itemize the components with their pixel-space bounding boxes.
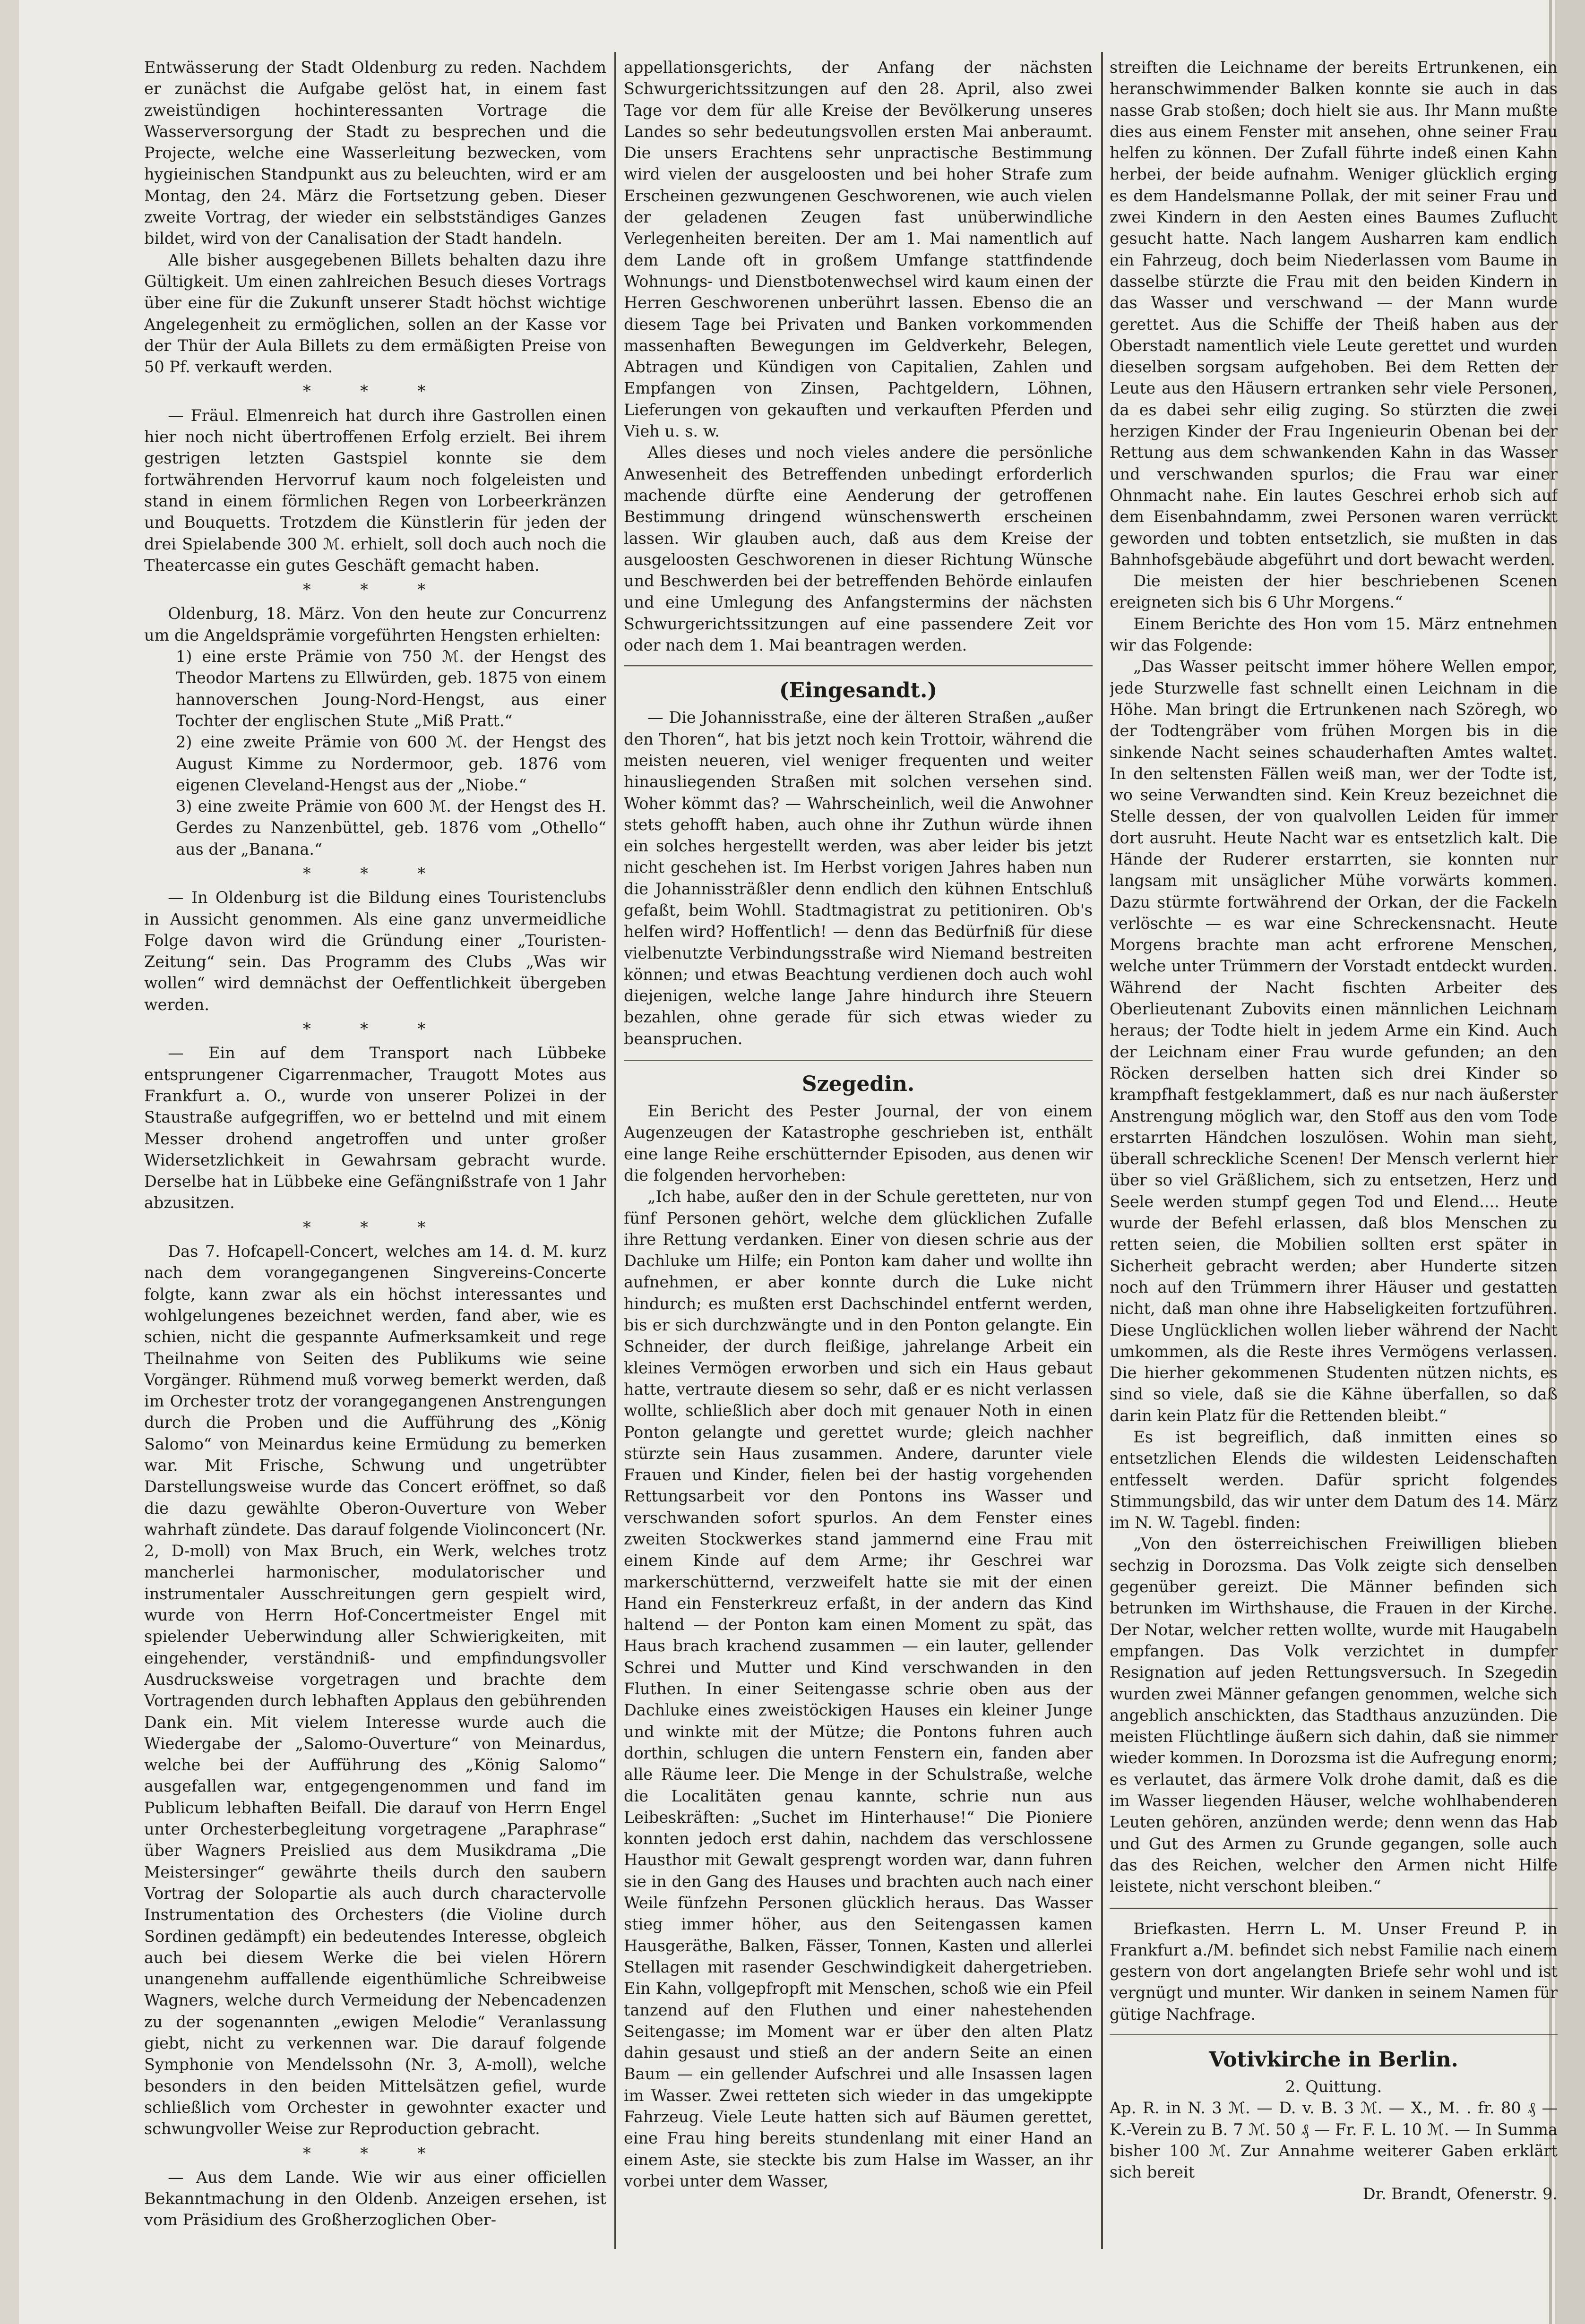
- article-text: — Die Johannisstraße, eine der älteren Straßen „außer den Thoren“, hat bis jetzt noch kein Trottoir, während die meisten neueren, viel weniger frequenten und weiter hinausliegenden Straßen mit solchen versehen sind. Woher kömmt das? — Wahrscheinlich, weil die Anwohner stets gehofft haben, auch ohne ihr Zuthun würde ihnen ein solches hergestellt werden, was aber leider bis jetzt nicht geschehen ist. Im Herbst vorigen Jahres haben nun die Johannissträßler denn endlich den kühnen Entschluß gefaßt, beim Wohll. Stadtmagistrat zu petitioniren. Ob's helfen wird? Hoffentlich! — denn das Bedürfniß für diese vielbenutzte Verbindungsstraße wird Niemand bestreiten können; und etwas Beachtung verdienen doch auch wohl diejenigen, welche lange Jahre hindurch ihre Steuern bezahlen, ohne gerade für sich etwas wieder zu beanspruchen.: [624, 708, 1093, 1048]
- separator-stars: * * *: [302, 1020, 448, 1038]
- separator-stars: * * *: [302, 864, 448, 883]
- separator-stars: * * *: [302, 1218, 448, 1236]
- section-divider: [1110, 1907, 1558, 1909]
- column-rule-1: [614, 52, 616, 2249]
- column-rule-2: [1101, 52, 1103, 2249]
- article-text: Ein Bericht des Pester Journal, der von einem Augenzeugen der Katastrophe geschrieben ist, enthält eine lange Reihe erschütternder Episoden, aus denen wir die folgenden hervorheben:: [624, 1102, 1093, 1184]
- column-2: [624, 57, 1093, 2296]
- section-divider: [624, 665, 1093, 667]
- article-text: Einem Berichte des Hon vom 15. März entnehmen wir das Folgende:: [1110, 614, 1558, 655]
- section-heading: Votivkirche in Berlin.: [1209, 2048, 1458, 2072]
- list-item: 3) eine zweite Prämie von 600 ℳ. der Hengst des H. Gerdes zu Nanzenbüttel, geb. 1876 vom „Othello“ aus der „Banana.“: [176, 797, 606, 858]
- receipt-number: 2. Quittung.: [1285, 2077, 1382, 2096]
- article-text: Oldenburg, 18. März. Von den heute zur Concurrenz um die Angeldsprämie vorgeführten Hengsten erhielten:: [144, 604, 606, 644]
- separator-stars: * * *: [302, 382, 448, 401]
- list-item: 2) eine zweite Prämie von 600 ℳ. der Hengst des August Kimme zu Nordermoor, geb. 1876 vom eigenen Cleveland-Hengst aus der „Niobe.“: [176, 733, 606, 794]
- article-text: „Von den österreichischen Freiwilligen blieben sechzig in Dorozsma. Das Volk zeigte sich denselben gegenüber gereizt. Die Männer befinden sich betrunken im Wirthshause, die Frauen in der Kirche. Der Notar, welcher retten wollte, wurde mit Haugabeln empfangen. Das Volk verzichtet in dumpfer Resignation auf jeden Rettungsversuch. In Szegedin wurden zwei Männer gefangen genommen, welche sich angeblich anschickten, das Stadthaus anzuzünden. Die meisten Flüchtlinge äußern sich dahin, daß sie nimmer wieder kommen. In Dorozsma ist die Aufregung enorm; es verlautet, das ärmere Volk drohe damit, daß es die im Wasser liegenden Häuser, welche wohlhabenderen Leuten gehören, anzünden werde; denn wenn das Hab und Gut des Armen zu Grunde gegangen, solle auch das des Reichen, welcher den Armen nicht Hilfe leistete, nicht verschont bleiben.“: [1110, 1535, 1558, 1896]
- separator-stars: * * *: [302, 2144, 448, 2162]
- article-text: — Fräul. Elmenreich hat durch ihre Gastrollen einen hier noch nicht übertroffenen Erfolg erzielt. Bei ihrem gestrigen letzten Gastspiel konnte sie dem fortwährenden Hervorruf kaum noch folgeleisten und stand in einem förmlichen Regen von Lorbeerkränzen und Bouquetts. Trotzdem die Künstlerin für jeden der drei Spielabende 300 ℳ. erhielt, soll doch auch noch die Theatercasse ein gutes Geschäft gemacht haben.: [144, 406, 606, 575]
- article-text: Alle bisher ausgegebenen Billets behalten dazu ihre Gültigkeit. Um einen zahlreichen Besuch dieses Vortrags über eine für die Zukunft unserer Stadt höchst wichtige Angelegenheit zu ermöglichen, sollen an der Kasse vor der Thür der Aula Billets zu dem ermäßigten Preise von 50 Pf. verkauft werden.: [144, 250, 606, 377]
- list-item: 1) eine erste Prämie von 750 ℳ. der Hengst des Theodor Martens zu Ellwürden, geb. 1875 von einem hannoverschen Joung-Nord-Hengst, aus einer Tochter der englischen Stute „Miß Pratt.“: [176, 647, 606, 730]
- article-text: „Das Wasser peitscht immer höhere Wellen empor, jede Sturzwelle fast schnellt einen Leichnam in die Höhe. Man bringt die Ertrunkenen nach Szöregh, wo der Todtengräber vom frühen Morgen bis in die sinkende Nacht seines schauderhaften Amtes waltet. In den seltensten Fällen weiß man, wer der Todte ist, wo seine Verwandten sind. Kein Kreuz bezeichnet die Stelle dessen, der von qualvollen Leiden für immer dort ausruht. Heute Nacht war es entsetzlich kalt. Die Hände der Ruderer erstarrten, sie konnten nur langsam mit unsäglicher Mühe vorwärts kommen. Dazu stürmte fortwährend der Orkan, der die Fackeln verlöschte — es war eine Schreckensnacht. Heute Morgens brachte man acht erfrorene Menschen, welche unter Trümmern der Vorstadt entdeckt wurden. Während der Nacht fischten Arbeiter des Oberlieutenant Zubovits einen männlichen Leichnam heraus; der Todte hielt in jedem Arme ein Kind. Auch der Leichnam einer Frau wurde gefunden; an den Röcken derselben hatten sich drei Kinder so krampfhaft festgeklammert, daß es nur nach äußerster Anstrengung möglich war, den Stoff aus den vom Tode erstarrten Händchen loszulösen. Wohin man sieht, überall schreckliche Scenen! Der Mensch verlernt hier über so viel Gräßlichem, sich zu entsetzen, Herz und Seele werden stumpf gegen Tod und Elend.... Heute wurde der Befehl erlassen, daß blos Menschen zu retten seien, die Mobilien sollten erst später in Sicherheit gebracht werden; aber Hunderte sitzen noch auf den Trümmern ihrer Häuser und gestatten nicht, daß man ohne ihre Habseligkeiten fortzuführen. Diese Unglücklichen wollen lieber während der Nacht umkommen, als die Reste ihres Vermögens verlassen. Die hierher gekommenen Studenten nützen nichts, es sind so viele, daß sie die Kähne überfallen, so daß darin kein Platz für die Rettenden bleibt.“: [1110, 657, 1558, 1425]
- letterbox-text: Briefkasten. Herrn L. M. Unser Freund P. in Frankfurt a./M. befindet sich nebst Familie nach einem gestern von dort angelangten Briefe sehr wohl und ist vergnügt und munter. Wir danken in seinem Namen für gütige Nachfrage.: [1110, 1919, 1558, 2024]
- article-text: Das 7. Hofcapell-Concert, welches am 14. d. M. kurz nach dem vorangegangenen Singvereins-Concerte folgte, kann zwar als ein höchst interessantes und wohlgelungenes bezeichnet werden, fand aber, wie es schien, nicht die gespannte Aufmerksamkeit und rege Theilnahme von Seiten des Publikums wie seine Vorgänger. Rühmend muß vorweg bemerkt werden, daß im Orchester trotz der vorangegangenen Anstrengungen durch die Proben und die Aufführung des „König Salomo“ von Meinardus keine Ermüdung zu bemerken war. Mit Frische, Schwung und ungetrübter Darstellungsweise wurde das Concert eröffnet, so daß die dazu gewählte Oberon-Ouverture von Weber wahrhaft zündete. Das darauf folgende Violinconcert (Nr. 2, D-moll) von Max Bruch, ein Werk, welches trotz mancherlei harmonischer, modulatorischer und instrumentaler Ausschreitungen gern gespielt wird, wurde von Herrn Hof-Concertmeister Engel mit spielender Ueberwindung aller Schwierigkeiten, mit eingehender, verständniß- und empfindungsvoller Ausdrucksweise vorgetragen und brachte dem Vortragenden durch lebhaften Applaus den gebührenden Dank ein. Mit vielem Interesse wurde auch die Wiedergabe der „Salomo-Ouverture“ von Meinardus, welche bei der Aufführung des „König Salomo“ ausgefallen war, entgegengenommen und fand im Publicum lebhaften Beifall. Die darauf von Herrn Engel unter Orchesterbegleitung vorgetragene „Paraphrase“ über Wagners Preislied aus dem Musikdrama „Die Meistersinger“ gewährte theils durch den saubern Vortrag der Solopartie als auch durch charactervolle Instrumentation des Orchesters (die Violine durch Sordinen gedämpft) ein bedeutendes Interesse, obgleich auch bei diesem Werke die bei vielen Hörern unangenehm auffallende eigenthümliche Schreibweise Wagners, welche durch Vermeidung der Nebencadenzen zu der sogenannten „ewigen Melodie“ Veranlassung giebt, nicht zu verkennen war. Die darauf folgende Symphonie von Mendelssohn (Nr. 3, A-moll), welche besonders in den beiden Mittelsätzen gefiel, wurde schließlich vom Orchester in gewohnter exacter und schwungvoller Weise zur Reproduction gebracht.: [144, 1242, 606, 2138]
- column-1: [144, 57, 606, 2287]
- section-divider: [1110, 2034, 1558, 2036]
- donation-list: Ap. R. in N. 3 ℳ. — D. v. B. 3 ℳ. — X., M. . fr. 80 ₰ — K.-Verein zu B. 7 ℳ. 50 ₰ — Fr. F. L. 10 ℳ. — In Summa bisher 100 ℳ. Zur Annahme weiterer Gaben erklärt sich bereit: [1110, 2099, 1558, 2182]
- column-3: [1110, 57, 1558, 2277]
- separator-stars: * * *: [302, 580, 448, 599]
- section-divider: [624, 1059, 1093, 1061]
- article-text: streiften die Leichname der bereits Ertrunkenen, ein heranschwimmender Balken konnte sie auch in das nasse Grab stoßen; doch hielt sie aus. Ihr Mann mußte dies aus einem Fenster mit ansehen, ohne seiner Frau helfen zu können. Der Zufall führte indeß einen Kahn herbei, der beide aufnahm. Weniger glücklich erging es dem Handelsmanne Pollak, der mit seiner Frau und zwei Kindern in den Aesten eines Baumes Zuflucht gesucht hatte. Nach langem Ausharren kam endlich ein Fahrzeug, doch beim Niederlassen vom Baume in dasselbe stürzte die Frau mit den beiden Kindern in das Wasser und verschwand — der Mann wurde gerettet. Aus die Schiffe der Theiß haben aus der Oberstadt namentlich viele Leute gerettet und wurden dieselben sorgsam aufgehoben. Bei dem Retten der Leute aus den Häusern ertranken sehr viele Personen, da es dabei sehr eilig zuging. So stürzten die zwei herzigen Kinder der Frau Ingenieurin Obenan bei der Rettung aus dem schwankenden Kahn in das Wasser und verschwanden spurlos; die Frau war einer Ohnmacht nahe. Ein lautes Geschrei erhob sich auf dem Eisenbahndamm, zwei Personen waren verrückt geworden und tobten entsetzlich, sie mußten in das Bahnhofsgebäude abgeführt und dort bewacht werden.: [1110, 58, 1558, 569]
- article-text: — Ein auf dem Transport nach Lübbeke entsprungener Cigarrenmacher, Traugott Motes aus Frankfurt a. O., wurde von unserer Polizei in der Staustraße aufgegriffen, wo er bettelnd und mit einem Messer drohend angetroffen und unter großer Widersetzlichkeit in Gewahrsam gebracht wurde. Derselbe hat in Lübbeke eine Gefängnißstrafe von 1 Jahr abzusitzen.: [144, 1044, 606, 1212]
- page-edge: [1555, 0, 1585, 2324]
- article-text: Die meisten der hier beschriebenen Scenen ereigneten sich bis 6 Uhr Morgens.“: [1110, 572, 1558, 612]
- article-text: Alles dieses und noch vieles andere die persönliche Anwesenheit des Betreffenden unbedingt erforderlich machende dürfte eine Aenderung der getroffenen Bestimmung dringend wünschenswerth erscheinen lassen. Wir glauben auch, daß aus dem Kreise der ausgeloosten Geschworenen in dieser Richtung Wünsche und Beschwerden bei der betreffenden Behörde einlaufen und eine Umlegung des Anfangstermins der nächsten Schwurgerichtssitzungen auf eine passendere Zeit vor oder nach dem 1. Mai beantragen werden.: [624, 443, 1093, 655]
- article-text: appellationsgerichts, der Anfang der nächsten Schwurgerichtssitzungen auf den 28. April, also zwei Tage vor dem für alle Kreise der Bevölkerung unseres Landes so sehr bedeutungsvollen ersten Mai anberaumt. Die unsers Erachtens sehr unpractische Bestimmung wird vielen der ausgeloosten und bei hoher Strafe zum Erscheinen gezwungenen Geschworenen, wie auch vielen der geladenen Zeugen fast unüberwindliche Verlegenheiten bereiten. Der am 1. Mai namentlich auf dem Lande oft in großem Umfange stattfindende Wohnungs- und Dienstbotenwechsel wird kaum einen der Herren Geschworenen unberührt lassen. Ebenso die an diesem Tage bei Privaten und Banken vorkommenden massenhaften Bewegungen im Geldverkehr, Belegen, Abtragen und Kündigen von Capitalien, Zahlen und Empfangen von Zinsen, Pachtgeldern, Löhnen, Lieferungen von gekauften und verkauften Pferden und Vieh u. s. w.: [624, 58, 1093, 441]
- signature-line: Dr. Brandt, Ofenerstr. 9.: [1362, 2184, 1558, 2203]
- article-text: — In Oldenburg ist die Bildung eines Touristenclubs in Aussicht genommen. Als eine ganz unvermeidliche Folge davon wird die Gründung einer „Touristen-Zeitung“ sein. Das Programm des Clubs „Was wir wollen“ wird demnächst der Oeffentlichkeit übergeben werden.: [144, 888, 606, 1014]
- section-heading: Szegedin.: [801, 1072, 915, 1097]
- article-text: „Ich habe, außer den in der Schule geretteten, nur von fünf Personen gehört, welche dem glücklichen Zufalle ihre Rettung verdanken. Einer von diesen schrie aus der Dachluke um Hilfe; ein Ponton kam daher und wollte ihn aufnehmen, er aber konnte durch die Luke nicht hindurch; es mußten erst Dachschindel entfernt werden, bis er sich durchzwängte und in den Ponton gelangte. Ein Schneider, der durch fleißige, jahrelange Arbeit ein kleines Vermögen erworben und sich ein Haus gebaut hatte, vertraute diesem so sehr, daß er es nicht verlassen wollte, schließlich aber doch mit genauer Noth in einen Ponton gelangte und gerettet wurde; gleich nachher stürzte sein Haus zusammen. Andere, darunter viele Frauen und Kinder, fielen bei der hastig vorgehenden Rettungsarbeit vor den Pontons ins Wasser und verschwanden sofort spurlos. An dem Fenster eines zweiten Stockwerkes stand jammernd eine Frau mit einem Kinde auf dem Arme; ihr Geschrei war markerschütternd, verzweifelt hatte sie mit der einen Hand ein Fensterkreuz erfaßt, in der andern das Kind haltend — der Ponton kam einen Moment zu spät, das Haus brach krachend zusammen — ein lauter, gellender Schrei und Mutter und Kind verschwanden in den Fluthen. In einer Seitengasse schrie oben aus der Dachluke eines zweistöckigen Hauses ein kleiner Junge und winkte mit der Mütze; die Pontons fuhren auch dorthin, schlugen die untern Fenstern ein, fanden aber alle Räume leer. Die Menge in der Schulstraße, welche die Localitäten genau kannte, schrie nun aus Leibeskräften: „Suchet im Hinterhause!“ Die Pioniere konnten jedoch erst dahin, nachdem das verschlossene Hausthor mit Gewalt gesprengt worden war, dann fuhren sie in den Gang des Hauses und brachten auch nach einer Weile fünfzehn Personen glücklich heraus. Das Wasser stieg immer höher, aus den Seitengassen kamen Hausgeräthe, Balken, Fässer, Tonnen, Kasten und allerlei Stellagen mit rasender Geschwindigkeit dahergetrieben. Ein Kahn, vollgepfropft mit Menschen, schoß wie ein Pfeil tanzend auf den Fluthen und einer nahestehenden Seitengasse; im Moment war er über den alten Platz dahin gesaust und stieß an der andern Seite an einen Baum — ein gellender Aufschrei und alle Insassen lagen im Wasser. Zwei retteten sich wieder in das umgekippte Fahrzeug. Viele Leute hatten sich auf Bäumen gerettet, eine Frau hing bereits stundenlang mit einer Hand an einem Aste, sie steckte bis zum Halse im Wasser, an ihr vorbei unter dem Wasser,: [624, 1187, 1093, 2190]
- article-text: Es ist begreiflich, daß inmitten eines so entsetzlichen Elends die wildesten Leidenschaften entfesselt werden. Dafür spricht folgendes Stimmungsbild, das wir unter dem Datum des 14. März im N. W. Tagebl. finden:: [1110, 1428, 1558, 1532]
- article-text: Entwässerung der Stadt Oldenburg zu reden. Nachdem er zunächst die Aufgabe gelöst hat, in einem fast zweistündigen hochinteressanten Vortrage die Wasserversorgung der Stadt zu besprechen und die Projecte, welche eine Wasserleitung bezwecken, vom hygieinischen Standpunkt aus zu beleuchten, wird er am Montag, den 24. März die Fortsetzung geben. Dieser zweite Vortrag, der wieder ein selbstständiges Ganzes bildet, wird von der Canalisation der Stadt handeln.: [144, 58, 606, 248]
- article-text: — Aus dem Lande. Wie wir aus einer officiellen Bekanntmachung in den Oldenb. Anzeigen ersehen, ist vom Präsidium des Großherzoglichen Ober-: [144, 2168, 606, 2230]
- section-heading: (Eingesandt.): [779, 678, 938, 703]
